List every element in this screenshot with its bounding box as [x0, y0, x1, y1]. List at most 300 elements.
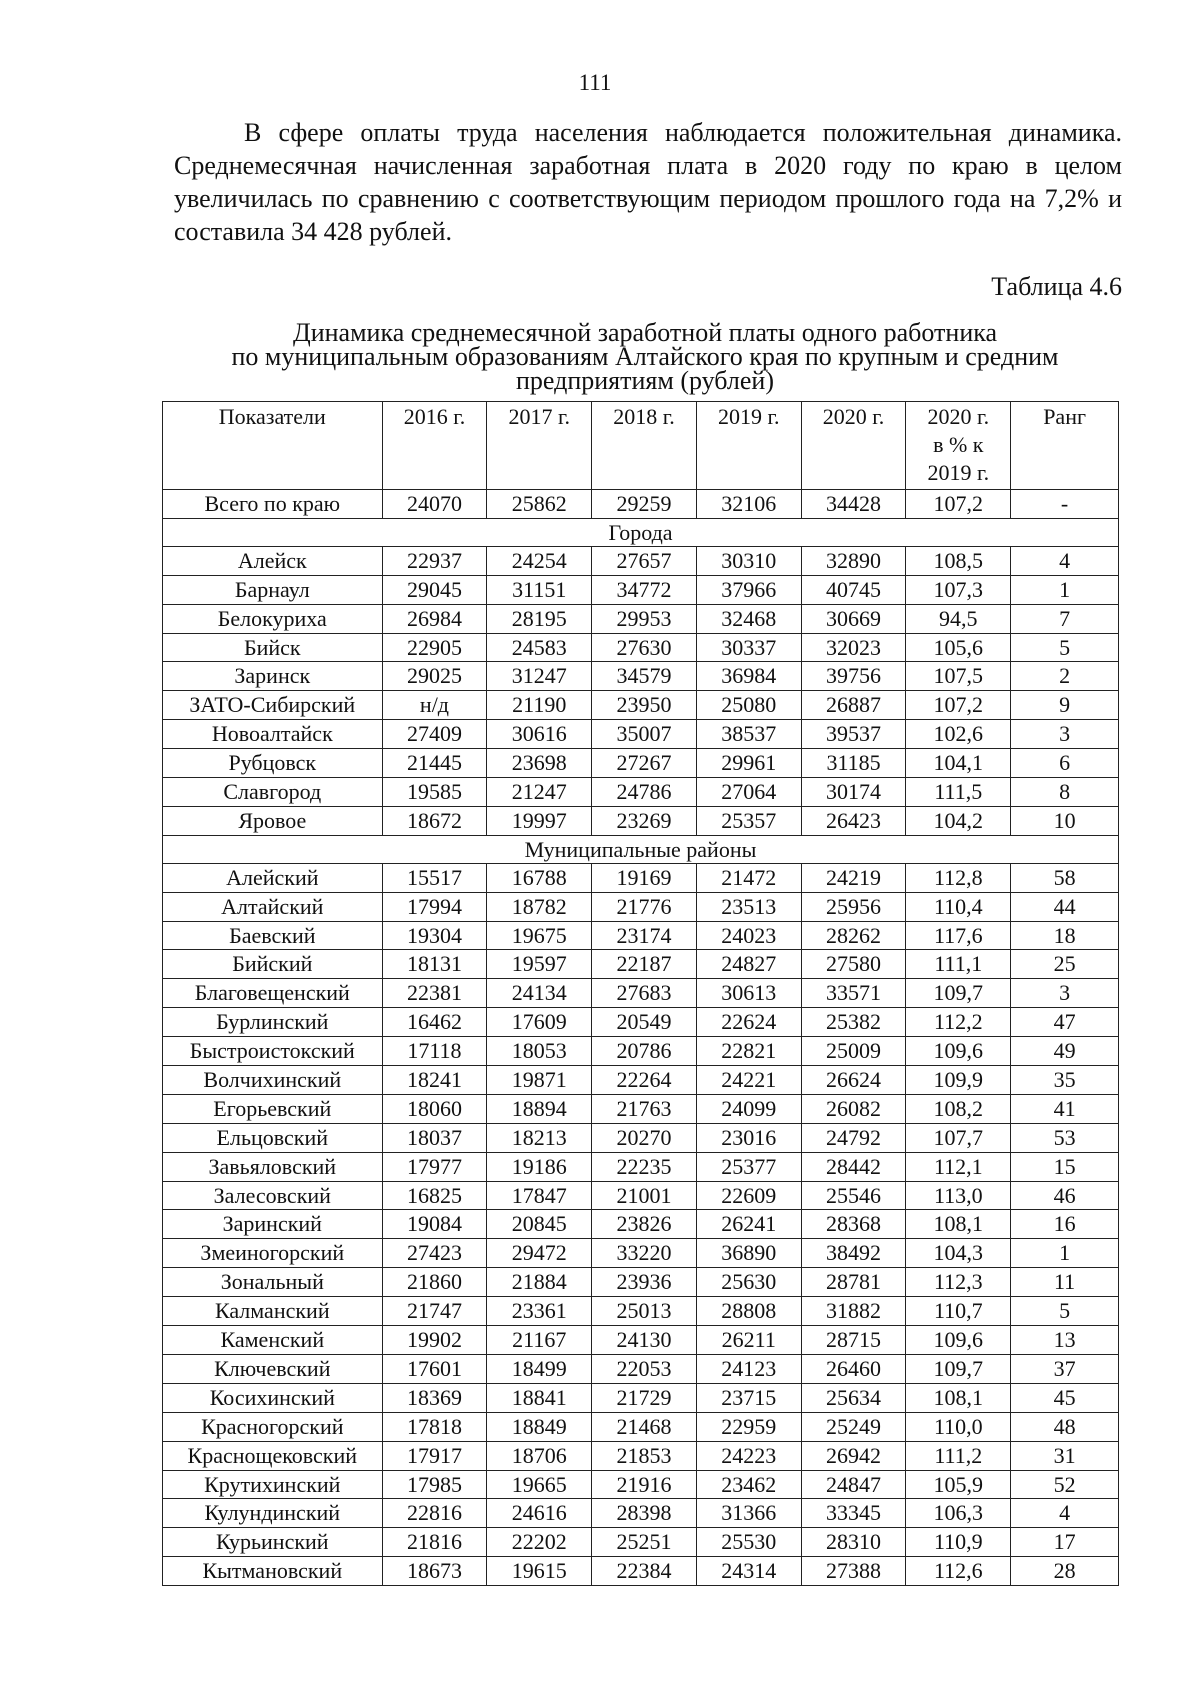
table-cell: 25546 [801, 1181, 906, 1210]
row-label: Благовещенский [163, 979, 383, 1008]
table-cell: 19304 [382, 921, 487, 950]
section-title: Города [163, 518, 1119, 546]
table-cell: 26984 [382, 604, 487, 633]
row-label: Алтайский [163, 892, 383, 921]
table-cell: 28398 [592, 1499, 697, 1528]
table-cell: 23715 [696, 1383, 801, 1412]
table-cell: 24219 [801, 863, 906, 892]
table-cell: 28262 [801, 921, 906, 950]
table-cell: 3 [1011, 720, 1119, 749]
row-label: Волчихинский [163, 1066, 383, 1095]
table-cell: 23174 [592, 921, 697, 950]
table-cell: 18841 [487, 1383, 592, 1412]
table-cell: 109,9 [906, 1066, 1011, 1095]
table-row [163, 806, 1119, 835]
table-row [163, 892, 1119, 921]
table-cell: 18849 [487, 1412, 592, 1441]
table-cell: 28368 [801, 1210, 906, 1239]
table-cell: 110,0 [906, 1412, 1011, 1441]
row-label: Барнаул [163, 575, 383, 604]
table-cell: 38492 [801, 1239, 906, 1268]
row-label: Красногорский [163, 1412, 383, 1441]
table-cell: 17985 [382, 1470, 487, 1499]
table-cell: 104,2 [906, 806, 1011, 835]
table-row [163, 720, 1119, 749]
table-cell: 22235 [592, 1152, 697, 1181]
table-cell: 44 [1011, 892, 1119, 921]
table-row [163, 1123, 1119, 1152]
table-cell: 28808 [696, 1297, 801, 1326]
row-label: Залесовский [163, 1181, 383, 1210]
row-label: Быстроистокский [163, 1037, 383, 1066]
table-cell: 21860 [382, 1268, 487, 1297]
table-cell: 17 [1011, 1528, 1119, 1557]
table-cell: 113,0 [906, 1181, 1011, 1210]
table-row [163, 1412, 1119, 1441]
table-cell: 21729 [592, 1383, 697, 1412]
table-body [163, 490, 1119, 1586]
row-label: Всего по краю [163, 490, 383, 519]
table-cell: 24583 [487, 633, 592, 662]
table-cell: 39756 [801, 662, 906, 691]
table-cell: 110,7 [906, 1297, 1011, 1326]
page-number: 111 [578, 70, 612, 95]
table-cell: 19084 [382, 1210, 487, 1239]
table-cell: 108,5 [906, 546, 1011, 575]
section-row [163, 518, 1119, 546]
table-cell: 22384 [592, 1557, 697, 1586]
table-cell: 18053 [487, 1037, 592, 1066]
table-cell: 26460 [801, 1354, 906, 1383]
table-cell: 30669 [801, 604, 906, 633]
table-cell: 19871 [487, 1066, 592, 1095]
table-cell: 30613 [696, 979, 801, 1008]
table-cell: 108,2 [906, 1094, 1011, 1123]
table-cell: 22381 [382, 979, 487, 1008]
table-cell: 26942 [801, 1441, 906, 1470]
table-cell: 107,3 [906, 575, 1011, 604]
table-cell: 29961 [696, 749, 801, 778]
table-cell: 31247 [487, 662, 592, 691]
table-cell: 16825 [382, 1181, 487, 1210]
table-cell: 46 [1011, 1181, 1119, 1210]
table-row [163, 633, 1119, 662]
table-cell: 18673 [382, 1557, 487, 1586]
table-cell: 33571 [801, 979, 906, 1008]
table-row [163, 1557, 1119, 1586]
row-label: Бийский [163, 950, 383, 979]
table-cell: 28195 [487, 604, 592, 633]
table-cell: 18706 [487, 1441, 592, 1470]
table-cell: 7 [1011, 604, 1119, 633]
table-cell: 102,6 [906, 720, 1011, 749]
table-cell: 23950 [592, 691, 697, 720]
total-row [163, 490, 1119, 519]
table-cell: 25013 [592, 1297, 697, 1326]
table-row [163, 1326, 1119, 1355]
table-cell: 29025 [382, 662, 487, 691]
row-label: Славгород [163, 778, 383, 807]
table-cell: 106,3 [906, 1499, 1011, 1528]
table-cell: 24130 [592, 1326, 697, 1355]
table-cell: 20270 [592, 1123, 697, 1152]
table-cell: 32468 [696, 604, 801, 633]
table-cell: 32106 [696, 490, 801, 519]
row-label: Заринский [163, 1210, 383, 1239]
table-row [163, 1528, 1119, 1557]
table-cell: 17977 [382, 1152, 487, 1181]
table-cell: 29472 [487, 1239, 592, 1268]
table-cell: 29045 [382, 575, 487, 604]
table-cell: 6 [1011, 749, 1119, 778]
table-cell: 39537 [801, 720, 906, 749]
table-cell: 53 [1011, 1123, 1119, 1152]
table-cell: 49 [1011, 1037, 1119, 1066]
table-cell: 21747 [382, 1297, 487, 1326]
table-cell: 18241 [382, 1066, 487, 1095]
table-cell: 112,2 [906, 1008, 1011, 1037]
table-cell: 94,5 [906, 604, 1011, 633]
table-cell: 26624 [801, 1066, 906, 1095]
row-label: ЗАТО-Сибирский [163, 691, 383, 720]
table-cell: 19186 [487, 1152, 592, 1181]
column-header: 2017 г. [487, 402, 592, 490]
section-title: Муниципальные районы [163, 835, 1119, 863]
row-label: Кытмановский [163, 1557, 383, 1586]
table-cell: 24254 [487, 546, 592, 575]
table-row [163, 778, 1119, 807]
table-cell: 25377 [696, 1152, 801, 1181]
table-cell: 27388 [801, 1557, 906, 1586]
table-cell: 45 [1011, 1383, 1119, 1412]
row-label: Кулундинский [163, 1499, 383, 1528]
table-row [163, 1210, 1119, 1239]
table-cell: 23016 [696, 1123, 801, 1152]
row-label: Яровое [163, 806, 383, 835]
table-row [163, 950, 1119, 979]
table-cell: 24792 [801, 1123, 906, 1152]
table-cell: 52 [1011, 1470, 1119, 1499]
table-cell: 21167 [487, 1326, 592, 1355]
row-label: Алейский [163, 863, 383, 892]
table-cell: 25956 [801, 892, 906, 921]
table-cell: 16462 [382, 1008, 487, 1037]
table-cell: 22937 [382, 546, 487, 575]
table-row [163, 546, 1119, 575]
table-row [163, 1354, 1119, 1383]
salary-table [162, 401, 1119, 1586]
table-cell: 37 [1011, 1354, 1119, 1383]
table-cell: 21472 [696, 863, 801, 892]
table-cell: 28781 [801, 1268, 906, 1297]
table-cell: 1 [1011, 1239, 1119, 1268]
table-cell: 22053 [592, 1354, 697, 1383]
table-cell: 21468 [592, 1412, 697, 1441]
table-cell: 21763 [592, 1094, 697, 1123]
table-cell: 28442 [801, 1152, 906, 1181]
row-label: Ключевский [163, 1354, 383, 1383]
table-cell: 26241 [696, 1210, 801, 1239]
table-cell: 108,1 [906, 1383, 1011, 1412]
table-cell: 32890 [801, 546, 906, 575]
table-row [163, 921, 1119, 950]
table-cell: 18131 [382, 950, 487, 979]
table-row [163, 1008, 1119, 1037]
row-label: Краснощековский [163, 1441, 383, 1470]
table-cell: 40745 [801, 575, 906, 604]
row-label: Каменский [163, 1326, 383, 1355]
table-title-line: по муниципальным образованиям Алтайского края по крупным и средним [231, 342, 1059, 371]
table-cell: 27267 [592, 749, 697, 778]
row-label: Крутихинский [163, 1470, 383, 1499]
table-cell: 1 [1011, 575, 1119, 604]
table-row [163, 1499, 1119, 1528]
row-label: Алейск [163, 546, 383, 575]
table-cell: 19675 [487, 921, 592, 950]
table-cell: 110,9 [906, 1528, 1011, 1557]
row-label: Баевский [163, 921, 383, 950]
table-row [163, 1181, 1119, 1210]
table-cell: 15 [1011, 1152, 1119, 1181]
table-cell: 108,1 [906, 1210, 1011, 1239]
table-cell: 18782 [487, 892, 592, 921]
table-cell: 107,5 [906, 662, 1011, 691]
table-cell: 24134 [487, 979, 592, 1008]
table-cell: 28715 [801, 1326, 906, 1355]
table-cell: 25249 [801, 1412, 906, 1441]
row-label: Белокуриха [163, 604, 383, 633]
table-row [163, 1066, 1119, 1095]
row-label: Егорьевский [163, 1094, 383, 1123]
table-cell: 25634 [801, 1383, 906, 1412]
table-cell: 19902 [382, 1326, 487, 1355]
table-cell: 13 [1011, 1326, 1119, 1355]
table-cell: 21816 [382, 1528, 487, 1557]
row-label: Курьинский [163, 1528, 383, 1557]
table-row [163, 1037, 1119, 1066]
table-cell: 22264 [592, 1066, 697, 1095]
row-label: Косихинский [163, 1383, 383, 1412]
table-cell: 25009 [801, 1037, 906, 1066]
table-cell: н/д [382, 691, 487, 720]
row-label: Бурлинский [163, 1008, 383, 1037]
table-cell: 19169 [592, 863, 697, 892]
column-header: Показатели [163, 402, 383, 490]
table-row [163, 749, 1119, 778]
table-row [163, 1297, 1119, 1326]
table-cell: 5 [1011, 633, 1119, 662]
table-cell: 21916 [592, 1470, 697, 1499]
table-number: Таблица 4.6 [991, 272, 1122, 301]
table-cell: 26211 [696, 1326, 801, 1355]
table-cell: 37966 [696, 575, 801, 604]
section-row [163, 835, 1119, 863]
table-cell: 27409 [382, 720, 487, 749]
table-cell: 21776 [592, 892, 697, 921]
table-cell: 26887 [801, 691, 906, 720]
table-row [163, 1268, 1119, 1297]
table-cell: 25080 [696, 691, 801, 720]
table-title-line: предприятиям (рублей) [516, 366, 774, 395]
table-cell: 23698 [487, 749, 592, 778]
table-cell: 107,7 [906, 1123, 1011, 1152]
table-cell: 18 [1011, 921, 1119, 950]
table-cell: 111,2 [906, 1441, 1011, 1470]
table-cell: 27580 [801, 950, 906, 979]
table-cell: 16 [1011, 1210, 1119, 1239]
row-label: Завьяловский [163, 1152, 383, 1181]
table-cell: 4 [1011, 546, 1119, 575]
table-cell: 24070 [382, 490, 487, 519]
row-label: Рубцовск [163, 749, 383, 778]
table-cell: 22187 [592, 950, 697, 979]
column-header: 2019 г. [696, 402, 801, 490]
table-cell: 34772 [592, 575, 697, 604]
table-cell: 17994 [382, 892, 487, 921]
table-cell: 22202 [487, 1528, 592, 1557]
table-cell: 28310 [801, 1528, 906, 1557]
table-cell: 23513 [696, 892, 801, 921]
table-cell: 29259 [592, 490, 697, 519]
table-cell: 25382 [801, 1008, 906, 1037]
table-row [163, 1094, 1119, 1123]
table-cell: 117,6 [906, 921, 1011, 950]
table-cell: 18060 [382, 1094, 487, 1123]
table-cell: 5 [1011, 1297, 1119, 1326]
table-cell: 24023 [696, 921, 801, 950]
table-cell: 31 [1011, 1441, 1119, 1470]
table-cell: 23269 [592, 806, 697, 835]
table-cell: 23462 [696, 1470, 801, 1499]
table-cell: 110,4 [906, 892, 1011, 921]
table-cell: 30337 [696, 633, 801, 662]
table-cell: 18894 [487, 1094, 592, 1123]
row-label: Змеиногорский [163, 1239, 383, 1268]
table-cell: 112,1 [906, 1152, 1011, 1181]
table-cell: 18213 [487, 1123, 592, 1152]
table-cell: 2 [1011, 662, 1119, 691]
table-cell: 19585 [382, 778, 487, 807]
table-cell: 9 [1011, 691, 1119, 720]
table-cell: 16788 [487, 863, 592, 892]
table-cell: 21884 [487, 1268, 592, 1297]
table-cell: 111,5 [906, 778, 1011, 807]
table-cell: 19997 [487, 806, 592, 835]
table-cell: 24221 [696, 1066, 801, 1095]
table-row [163, 604, 1119, 633]
table-cell: 21853 [592, 1441, 697, 1470]
table-cell: 26082 [801, 1094, 906, 1123]
table-cell: 25630 [696, 1268, 801, 1297]
table-cell: 107,2 [906, 691, 1011, 720]
table-cell: 15517 [382, 863, 487, 892]
table-cell: 21001 [592, 1181, 697, 1210]
table-cell: 23826 [592, 1210, 697, 1239]
table-cell: 112,8 [906, 863, 1011, 892]
table-cell: 38537 [696, 720, 801, 749]
table-cell: 104,3 [906, 1239, 1011, 1268]
table-title-line: Динамика среднемесячной заработной платы одного работника [292, 318, 998, 347]
row-label: Заринск [163, 662, 383, 691]
table-cell: 24827 [696, 950, 801, 979]
table-row [163, 863, 1119, 892]
table-cell: 17818 [382, 1412, 487, 1441]
table-cell: 31151 [487, 575, 592, 604]
table-cell: 22821 [696, 1037, 801, 1066]
table-cell: 24786 [592, 778, 697, 807]
table-cell: 23361 [487, 1297, 592, 1326]
table-cell: 112,6 [906, 1557, 1011, 1586]
table-cell: 107,2 [906, 490, 1011, 519]
table-cell: 22609 [696, 1181, 801, 1210]
table-cell: 26423 [801, 806, 906, 835]
table-cell: 25251 [592, 1528, 697, 1557]
table-cell: 27423 [382, 1239, 487, 1268]
table-row [163, 575, 1119, 604]
table-cell: 24223 [696, 1441, 801, 1470]
table-cell: 23936 [592, 1268, 697, 1297]
table-cell: 19615 [487, 1557, 592, 1586]
column-header: 2020 г. в % к 2019 г. [906, 402, 1011, 490]
table-cell: 24314 [696, 1557, 801, 1586]
table-cell: 18037 [382, 1123, 487, 1152]
table-cell: 111,1 [906, 950, 1011, 979]
table-cell: 4 [1011, 1499, 1119, 1528]
table-cell: 27630 [592, 633, 697, 662]
table-cell: 31185 [801, 749, 906, 778]
table-cell: 25 [1011, 950, 1119, 979]
row-label: Калманский [163, 1297, 383, 1326]
table-cell: 30310 [696, 546, 801, 575]
table-cell: 25530 [696, 1528, 801, 1557]
table-cell: 22959 [696, 1412, 801, 1441]
column-header: 2020 г. [801, 402, 906, 490]
table-cell: 18369 [382, 1383, 487, 1412]
table-cell: 30174 [801, 778, 906, 807]
table-cell: 25357 [696, 806, 801, 835]
table-cell: 36984 [696, 662, 801, 691]
table-cell: 35 [1011, 1066, 1119, 1095]
column-header: 2018 г. [592, 402, 697, 490]
table-cell: 109,7 [906, 979, 1011, 1008]
table-cell: 24847 [801, 1470, 906, 1499]
table-cell: 25862 [487, 490, 592, 519]
table-cell: 109,6 [906, 1326, 1011, 1355]
table-row [163, 1470, 1119, 1499]
table-cell: 34579 [592, 662, 697, 691]
table-cell: 48 [1011, 1412, 1119, 1441]
table-cell: 27657 [592, 546, 697, 575]
table-cell: 17917 [382, 1441, 487, 1470]
table-cell: 30616 [487, 720, 592, 749]
row-label: Ельцовский [163, 1123, 383, 1152]
table-cell: 17847 [487, 1181, 592, 1210]
table-cell: 27064 [696, 778, 801, 807]
table-cell: 22905 [382, 633, 487, 662]
table-cell: 17118 [382, 1037, 487, 1066]
table-cell: 58 [1011, 863, 1119, 892]
table-cell: 28 [1011, 1557, 1119, 1586]
table-cell: 105,6 [906, 633, 1011, 662]
table-cell: 33345 [801, 1499, 906, 1528]
row-label: Новоалтайск [163, 720, 383, 749]
table-cell: 24099 [696, 1094, 801, 1123]
table-cell: 34428 [801, 490, 906, 519]
table-cell: - [1011, 490, 1119, 519]
table-cell: 47 [1011, 1008, 1119, 1037]
table-cell: 109,7 [906, 1354, 1011, 1383]
column-header: Ранг [1011, 402, 1119, 490]
